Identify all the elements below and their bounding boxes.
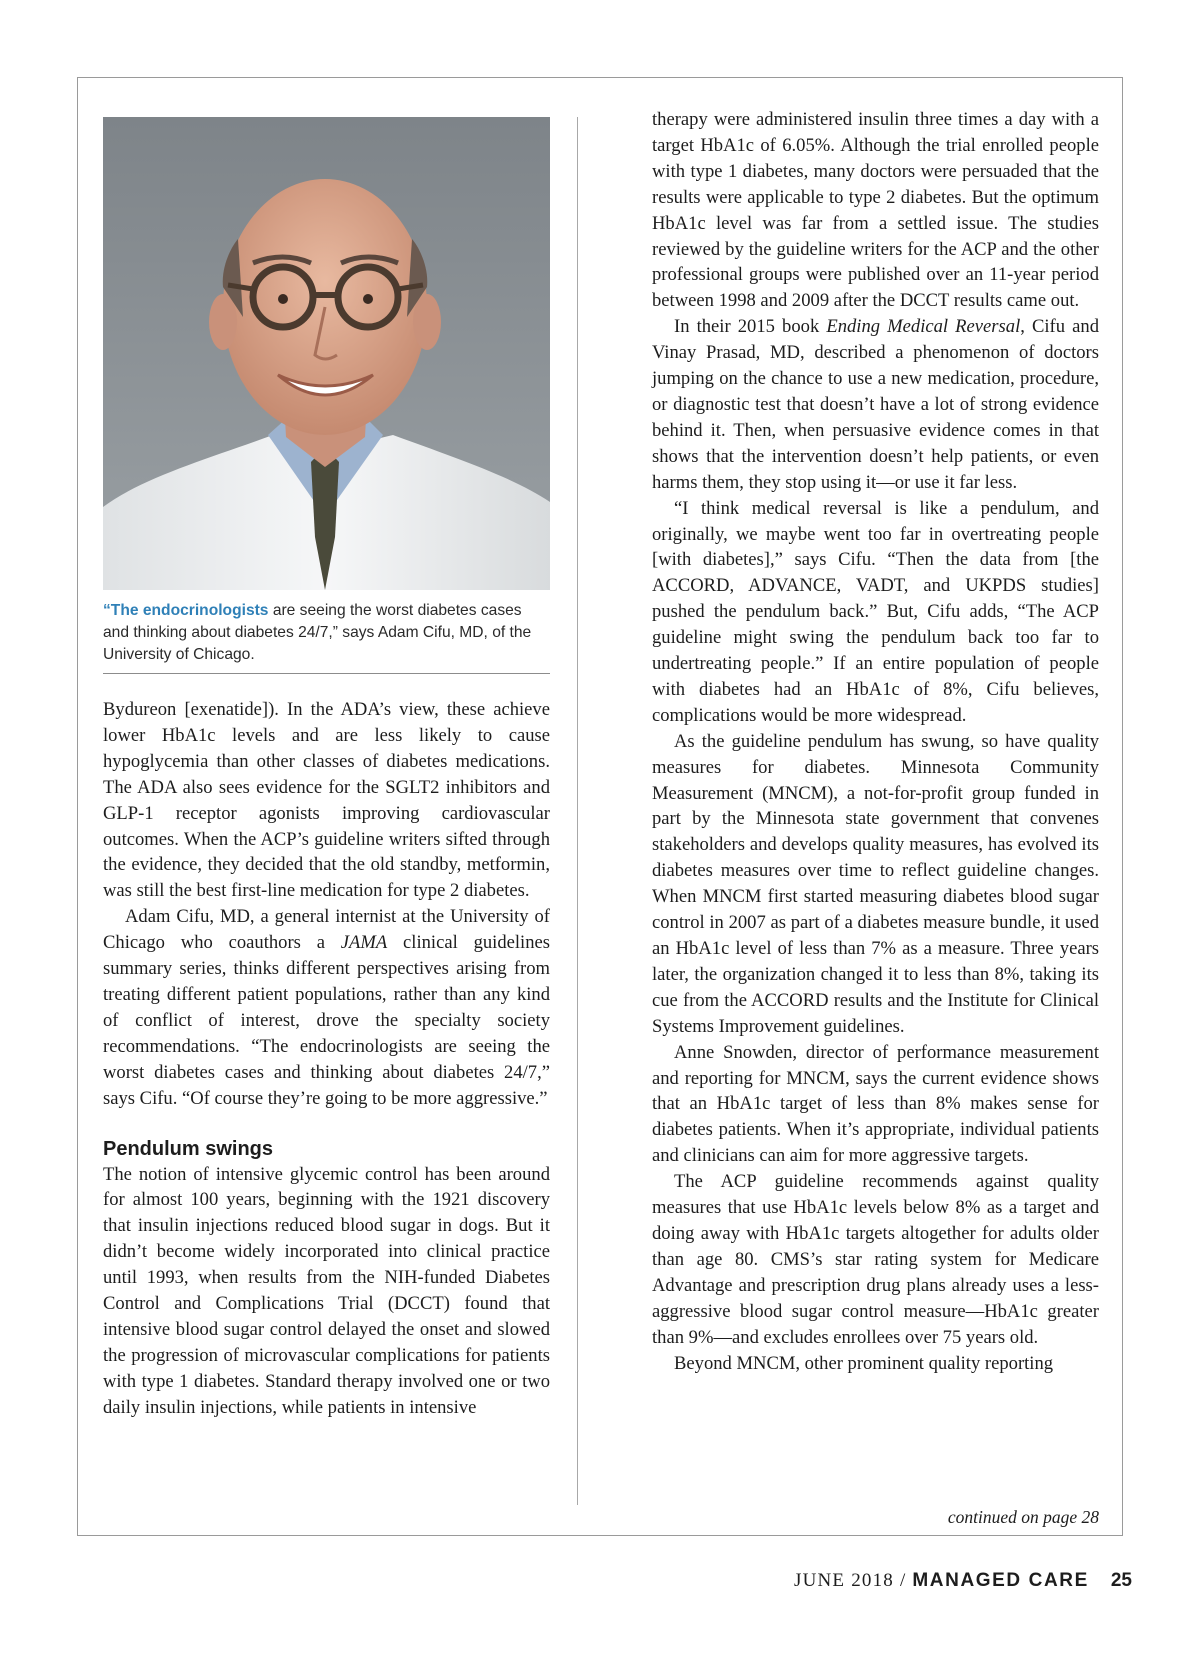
photo-caption <box>103 600 550 666</box>
portrait-photo <box>103 117 550 590</box>
continued-note: continued on page 28 <box>947 1507 1099 1527</box>
left-column-body <box>103 697 550 1421</box>
paragraph-text: , Cifu and Vinay Prasad, MD, described a phenomenon of doctors jumping on the chance to use a new medication, procedure, or diagnostic test that doesn’t have a lot of strong evidence behind it. Then, when persuasive evidence comes in that shows that the intervention doesn’t help patients, or even harms them, they stop using it—or use it far less. <box>652 316 1099 493</box>
caption-text: are seeing the worst diabetes cases and thinking about diabetes 24/7,” says Adam Cifu, MD, of the University of Chicago. <box>103 602 532 663</box>
right-column-body <box>652 107 1099 1376</box>
paragraph-text: Adam Cifu, MD, a general internist at the University of Chicago who coauthors a <box>103 906 550 954</box>
book-title: Ending Medical Reversal <box>826 316 1021 338</box>
paragraph: As the guideline pendulum has swung, so have quality measures for diabetes. Minnesota Community Measurement (MNCM), a not-for-profit group funded in part by the Minnesota state government that convenes stakeholders and develops quality measures, has evolved its diabetes measures over time to reflect guideline changes. When MNCM first started measuring diabetes blood sugar control in 2007 as part of a diabetes measure bundle, it used an HbA1c level of less than 7% as a measure. Three years later, the organization changed it to less than 8%, taking its cue from the ACCORD results and the Institute for Clinical Systems Improvement guidelines. <box>652 730 1099 1037</box>
paragraph: Bydureon [exenatide]). In the ADA’s view, these achieve lower HbA1c levels and are less likely to cause hypoglycemia than other classes of diabetes medications. The ADA also sees evidence for the SGLT2 inhibitors and GLP-1 receptor agonists improving cardiovascular outcomes. When the ACP’s guideline writers sifted through the evidence, they decided that the old standby, metformin, was still the best first-line medication for type 2 diabetes. <box>103 699 550 902</box>
paragraph: Anne Snowden, director of performance measurement and reporting for MNCM, says the current evidence shows that an HbA1c target of less than 8% makes sense for diabetes patients. When it’s appropriate, individual patients and clinicians can aim for more aggressive targets. <box>652 1041 1099 1167</box>
page-footer <box>794 1570 1132 1592</box>
caption-divider <box>103 673 550 674</box>
section-heading: Pendulum swings <box>103 1137 274 1160</box>
paragraph: “I think medical reversal is like a pendulum, and originally, we maybe went too far in overtreating people [with diabetes],” says Cifu. “Then the data from [the ACCORD, ADVANCE, VADT, and UKPDS studies] pushed the pendulum back.” But, Cifu adds, “The ACP guideline might swing the pendulum back too far to undertreating people.” If an entire population of people with diabetes had an HbA1c of 8%, Cifu believes, complications would be more widespread. <box>652 497 1099 726</box>
paragraph: Beyond MNCM, other prominent quality reporting <box>674 1352 1054 1374</box>
caption-lead: “The endocrinologists <box>103 602 269 619</box>
paragraph: therapy were administered insulin three times a day with a target HbA1c of 6.05%. Although the trial enrolled people with type 1 diabetes, many doctors were persuaded that the results were applicable to type 2 diabetes. But the optimum HbA1c level was far from a settled issue. The studies reviewed by the guideline writers for the ACP and the other professional groups were published over an 11-year period between 1998 and 2009 after the DCCT results came out. <box>652 109 1099 312</box>
journal-title: JAMA <box>340 932 388 954</box>
magazine-name: MANAGED CARE <box>912 1570 1089 1591</box>
paragraph-text: clinical guidelines summary series, thinks different perspectives arising from treating different patient populations, rather than any kind of conflict of interest, drove the specialty society recommendations. “The endocrinologists are seeing the worst diabetes cases and thinking about diabetes 24/7,” says Cifu. “Of course they’re going to be more aggressive.” <box>103 932 550 1109</box>
paragraph-text: In their 2015 book <box>674 316 827 338</box>
page-number: 25 <box>1110 1570 1132 1591</box>
paragraph <box>103 904 550 1111</box>
paragraph: The ACP guideline recommends against quality measures that use HbA1c levels below 8% as a target and doing away with HbA1c targets altogether for adults older than age 80. CMS’s star rating system for Medicare Advantage and prescription drug plans already uses a less-aggressive blood sugar control measure—HbA1c greater than 9%—and excludes enrollees over 75 years old. <box>652 1171 1099 1348</box>
column-divider <box>577 117 578 1505</box>
paragraph <box>652 314 1099 495</box>
issue-date: JUNE 2018 / <box>794 1570 913 1591</box>
paragraph: The notion of intensive glycemic control has been around for almost 100 years, beginning with the 1921 discovery that insulin injections reduced blood sugar in dogs. But it didn’t become widely incorporated into clinical practice until 1993, when results from the NIH-funded Diabetes Control and Complications Trial (DCCT) found that intensive blood sugar control delayed the onset and slowed the progression of microvascular complications for patients with type 1 diabetes. Standard therapy involved one or two daily insulin injections, while patients in intensive <box>103 1163 550 1418</box>
